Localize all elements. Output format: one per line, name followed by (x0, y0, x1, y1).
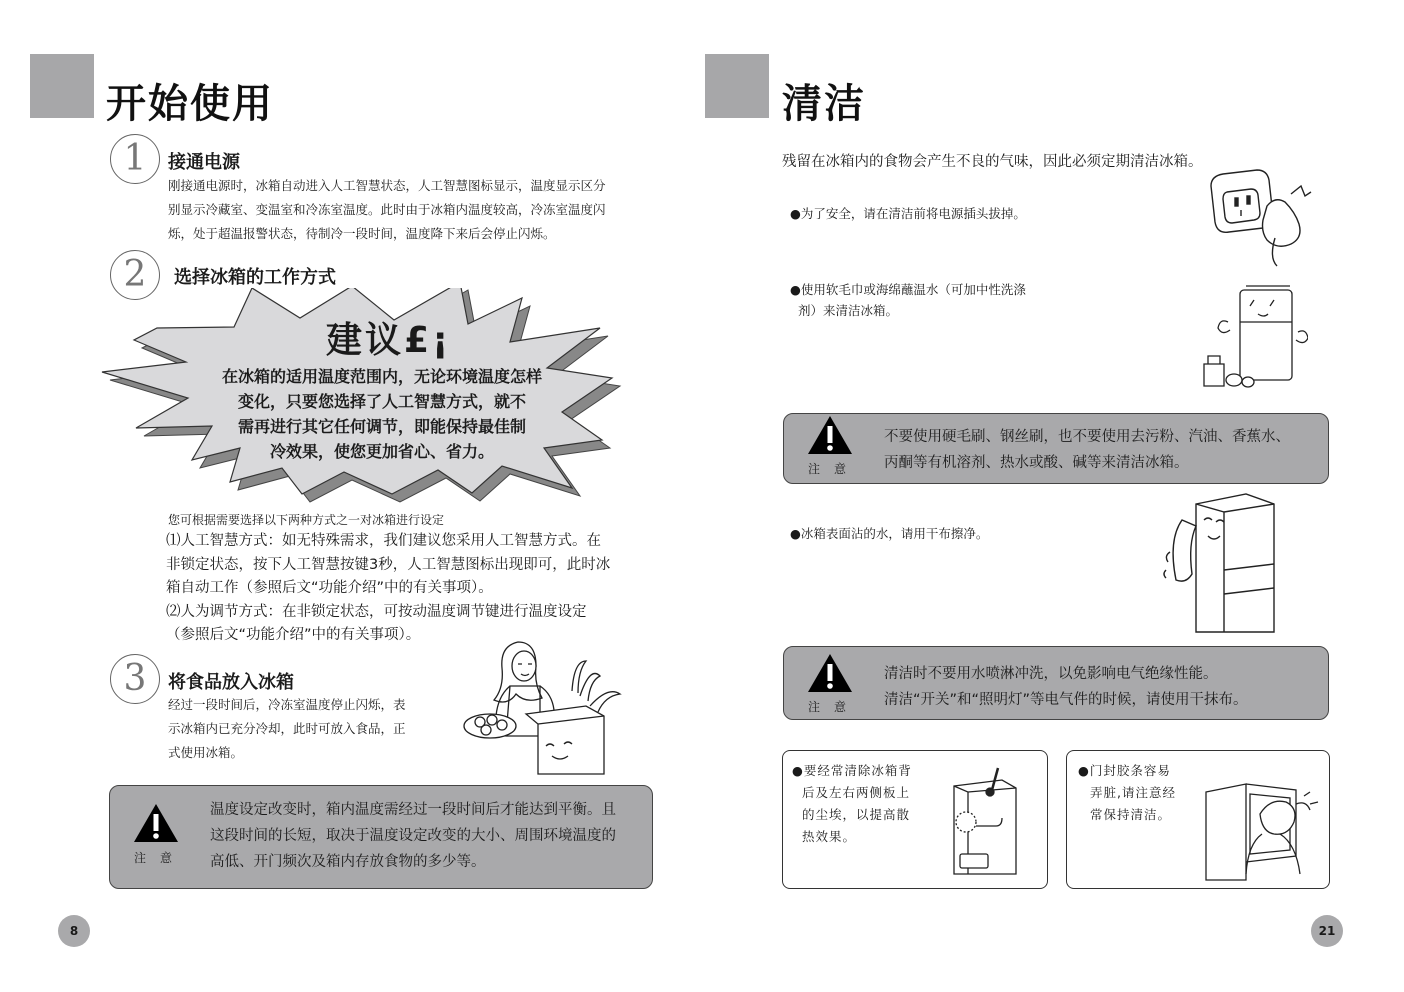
page-number-left: 8 (58, 915, 90, 947)
caution-text-right-1: 不要使用硬毛刷、钢丝刷，也不要使用去污粉、汽油、香蕉水、 丙酮等有机溶剂、热水或酸、碱等来清洁冰箱。 (884, 429, 1290, 471)
woman-with-food-illustration (460, 636, 630, 776)
title-block-right (705, 54, 769, 118)
suggestion-text: 在冰箱的适用温度范围内，无论环境温度怎样 变化，只要您选择了人工智慧方式，就不 需再进行其它任何调节，即能保持最佳制 冷效果，使您更加省心、省力。 (221, 367, 542, 461)
page-title-right: 清洁 (782, 81, 866, 127)
warning-icon (132, 802, 180, 844)
fridge-cleaning-illustration (1198, 282, 1308, 397)
section-number-2: 2 (110, 250, 160, 300)
cleaning-intro: 残留在冰箱内的食物会产生不良的气味，因此必须定期清洁冰箱。 (782, 154, 1203, 170)
caution-label: 注意 (134, 851, 187, 865)
tip-text-dust: ●要经常清除冰箱背 后及左右两侧板上 的尘埃，以提高散 热效果。 (792, 763, 912, 844)
section-heading-3: 将食品放入冰箱 (168, 672, 294, 693)
section-number-1: 1 (110, 134, 160, 184)
page-number-right: 21 (1311, 915, 1343, 947)
warning-icon (806, 652, 854, 694)
title-block-left (30, 54, 94, 118)
section-number-3: 3 (110, 654, 160, 704)
plug-illustration (1205, 168, 1315, 268)
caution-label: 注意 (808, 700, 861, 714)
caution-label: 注意 (808, 462, 861, 476)
section-text-1: 刚接通电源时，冰箱自动进入人工智慧状态，人工智慧图标显示，温度显示区分 别显示冷藏室、变温室和冷冻室温度。此时由于冰箱内温度较高，冷冻室温度闪 烁，处于超温报警状态，待制冷一段时间，温度降下来后会停止闪烁。 (168, 178, 606, 241)
bullet-soft-cloth: ●使用软毛巾或海绵蘸温水（可加中性洗涤 剂）来清洁冰箱。 (790, 282, 1026, 318)
bullet-unplug: ●为了安全，请在清洁前将电源插头拔掉。 (790, 206, 1026, 221)
bullet-wipe-water: ●冰箱表面沾的水，请用干布擦净。 (790, 526, 989, 541)
wiped-fridge-illustration (1162, 490, 1280, 636)
page-title-left: 开始使用 (106, 81, 274, 127)
tip-text-gasket: ●门封胶条容易 弄脏,请注意经 常保持清洁。 (1078, 763, 1176, 822)
fridge-back-illustration (932, 766, 1032, 880)
caution-text-right-2: 清洁时不要用水喷淋冲洗，以免影响电气绝缘性能。 清洁“开关”和“照明灯”等电气件的时候，请使用干抹布。 (884, 666, 1248, 708)
section-text-3: 经过一段时间后，冷冻室温度停止闪烁，表 示冰箱内已充分冷却，此时可放入食品，正 式使用冰箱。 (168, 697, 406, 760)
modes-text: ⑴人工智慧方式：如无特殊需求，我们建议您采用人工智慧方式。在 非锁定状态，按下人工智慧按键3秒，人工智慧图标出现即可，此时冰 箱自动工作（参照后文“功能介绍”中的有关事项）。 ⑵人为调节方式：在非锁定状态，可按动温度调节键进行温度设定 （参照后文“功能介绍”中的有关事项）。 (166, 533, 611, 643)
modes-intro: 您可根据需要选择以下两种方式之一对冰箱进行设定 (168, 513, 445, 527)
caution-text-left: 温度设定改变时，箱内温度需经过一段时间后才能达到平衡。且 这段时间的长短，取决于温度设定改变的大小、周围环境温度的 高低、开门频次及箱内存放食物的多少等。 (210, 802, 616, 870)
warning-icon (806, 414, 854, 456)
gasket-cleaning-illustration (1200, 774, 1324, 882)
section-heading-2: 选择冰箱的工作方式 (174, 267, 336, 288)
section-heading-1: 接通电源 (168, 152, 240, 173)
suggestion-title: 建议£¡ (326, 320, 452, 361)
